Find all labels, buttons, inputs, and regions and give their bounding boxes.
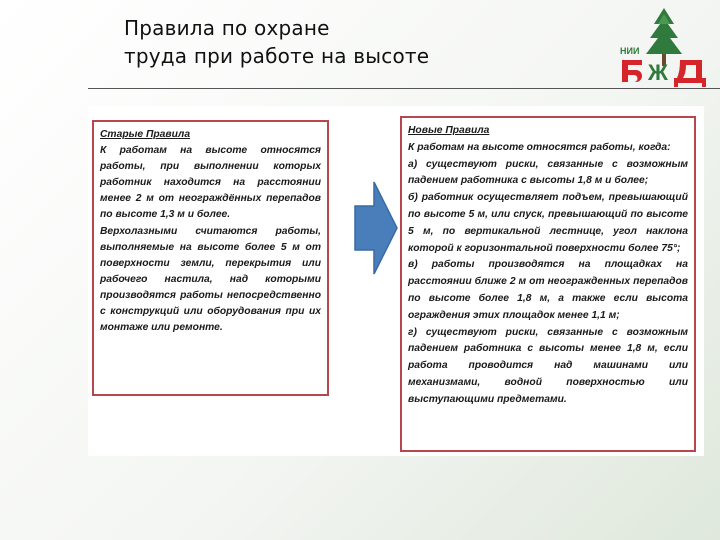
old-rules-panel (92, 120, 329, 396)
right-arrow-icon (354, 180, 398, 276)
new-rules-item-b: б) работник осуществляет подъем, превышающий по высоте 5 м, или спуск, превышающий по высоте 5 м, по вертикальной лестнице, угол наклона которой к горизонтальной поверхности более 75°; (408, 192, 688, 254)
old-rules-paragraph: К работам на высоте относятся работы, при выполнении которых работник находится на расстоянии менее 2 м от неограждённых перепадов по высоте 1,3 м и более. (100, 145, 321, 221)
svg-text:НИИ: НИИ (620, 46, 640, 56)
old-rules-heading: Старые Правила (100, 129, 191, 140)
logo (618, 6, 714, 88)
old-rules-paragraph: Верхолазными считаются работы, выполняемые на высоте более 5 м от поверхности земли, перекрытия или рабочего настила, над которыми производятся работы непосредственно с конструкций или оборудования при их монтаже или ремонте. (100, 225, 321, 334)
title-divider (88, 88, 720, 89)
new-rules-heading: Новые Правила (408, 125, 490, 136)
new-rules-panel (400, 116, 696, 452)
svg-text:Ж: Ж (648, 60, 668, 85)
new-rules-item-c: в) работы производятся на площадках на расстоянии ближе 2 м от неогражденных перепадов по высоте более 1,8 м, а также если высота ограждения этих площадок менее 1,1 м; (408, 259, 688, 321)
slide-title (124, 14, 544, 70)
new-rules-item-d: г) существуют риски, связанные с возможным падением работника с высоты менее 1,8 м, если работа проводится над машинами или механизмами, водной поверхностью или выступающими предметами. (408, 326, 688, 405)
new-rules-item-a: а) существуют риски, связанные с возможным падением работника с высоты 1,8 м и более; (408, 158, 688, 187)
new-rules-intro: К работам на высоте относятся работы, когда: (408, 141, 671, 153)
content-image (88, 106, 704, 456)
slide-title-line-2: труда при работе на высоте (124, 44, 430, 68)
slide-title-line-1: Правила по охране (124, 16, 330, 40)
